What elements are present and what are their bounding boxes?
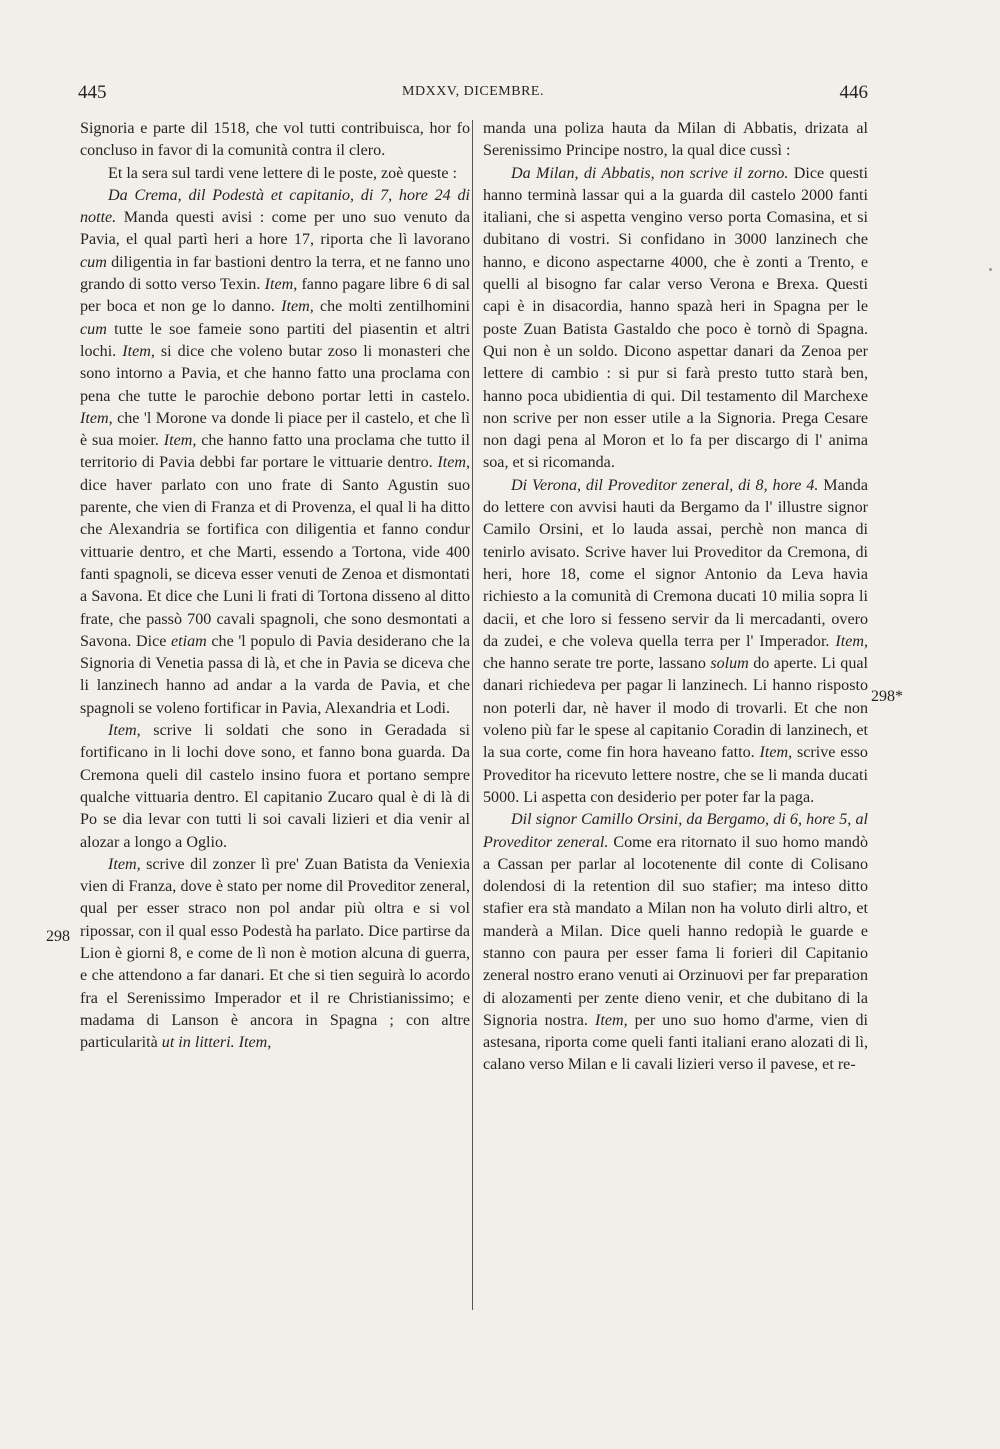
left-column (80, 118, 470, 1054)
italic-term: Item, (238, 1034, 272, 1052)
letter-heading: Da Milan, di Abbatis, non scrive il zorno. (511, 164, 789, 182)
text: diligentia in far bastioni dentro la terra, et ne fanno uno grando di sotto verso Texin. (80, 253, 470, 294)
text: per uno suo homo d'arme, vien di astesana, riporta come queli fanti italiani erano alozati di lì, calano verso Milan e li cavali lizieri verso il pavese, et re- (483, 1011, 868, 1074)
paragraph (483, 118, 868, 163)
text: scrive esso Proveditor ha ricevuto lettere nostre, che se li manda ducati 5000. Li aspetta con desiderio per poter far la paga. (483, 744, 868, 806)
text: Come era ritornato il suo homo mandò a Cassan per parlar al locotenente dil conte di Colisano dolendosi di la retention dil suo stafier; ma inteso ditto stafier era stà mandato a Milan non ha voluto dirli altro, et manderà a Milan. Dice queli hanno redopià le guarde e stanno con paura per esser fama li forieri dil Capitanio zeneral nostro erano venuti ai Orzinuovi per far preparation di alozamenti per zente dieno venir, et che dubitano di la Signoria nostra. (483, 833, 868, 1029)
italic-term: Item, (264, 276, 298, 294)
italic-term: Item, (122, 342, 155, 360)
paragraph (483, 809, 868, 1077)
running-header (78, 82, 868, 108)
italic-term: cum (80, 253, 107, 271)
text: Et la sera sul tardi vene lettere di le poste, zoè queste : (108, 164, 458, 182)
text: scrive dil zonzer lì pre' Zuan Batista da Veniexia vien di Franza, dove è stato per nome dil Proveditor zeneral, qual per esser straco non pol andar più oltra e si vol ripossar, con il qual esso Podestà ha parlato. Dice partirse da Lion è giorni 8, e come de lì non è motion alcuna di guerra, e che attendono a far danari. Et che si tien seguirà lo acordo fra el Serenissimo Imperador et il re Christianissimo; e madama di Lanson è ancora in Spagna ; con altre particularità (80, 855, 470, 1052)
paragraph (483, 475, 868, 809)
margin-number-right: 298* (871, 688, 903, 705)
text: che hanno serate tre porte, lassano (483, 655, 711, 673)
text: Dice questi hanno terminà lassar qui a la guarda dil castelo 2000 fanti italiani, che si aspetta vengino verso porta Comasina, et si dubitano di vostri. Si confidano in 3000 lanzinech che hanno, e dicono aspectarne 4000, che è zonti a Trento, e quelli al bisogno far calar verso Verona e Brexa. Questi capi è in disacordia, hanno spazà heri in Spagna per le poste Zuan Batista Gastaldo che poco è tornò di Spagna. Qui non è un soldo. Dicono aspettar danari da Zenoa per lettere di cambio : si pur si farà presto tutto starà ben, hanno poca ubidientia di qui. Dil testamento dil Marchexe non scrive per non esser utile a la Signoria. Prega Cesare non dagi pena al Moron et lo fa per discargo di l' anima soa, et si ricomanda. (483, 164, 868, 472)
paragraph (80, 854, 470, 1055)
italic-term: Item, (281, 298, 314, 316)
text: Manda questi avisi : come per uno suo venuto da Pavia, el qual partì heri a hore 17, riporta che lì lavorano (80, 209, 470, 249)
text: che 'l Morone va donde li piace per il castelo, et che lì è sua moier. (80, 409, 470, 450)
italic-term: etiam (171, 632, 207, 650)
text: che molti zentilhomini (313, 298, 470, 316)
italic-term: Item, (759, 744, 793, 762)
paragraph (80, 185, 470, 720)
page-number-left: 445 (78, 82, 107, 103)
paragraph (80, 118, 470, 163)
italic-term: Item, (108, 722, 141, 740)
paper-speck (989, 268, 992, 271)
italic-term: Item, (594, 1011, 628, 1029)
text: dice haver parlato con uno frate di Santo Agustin suo parente, che vien di Franza et di Provenza, el qual li ha ditto che Alexandria se fortifica con diligentia et fanno condur vittuarie dentro, et che Marti, essendo a Tortona, vide 400 fanti spagnoli, se diceva esser venuti de Zenoa et dismontati a Savona. Et dice che Luni li frati di Tortona disseno al ditto frate, che passò 700 cavali spagnoli, che sono desmontati a Savona. Dice (80, 476, 470, 650)
paragraph (80, 163, 470, 185)
italic-term: ut in litteri. (161, 1034, 235, 1052)
right-column (483, 118, 868, 1077)
text: si dice che voleno butar zoso li monasteri che sono intorno a Pavia, et che hanno fatto una proclama con pena che tutte le parochie debono portar letti in castelo. (80, 342, 470, 405)
text: fanno pagare libre 6 di sal per boca et non ge lo danno. (80, 276, 470, 316)
page-number-right: 446 (839, 82, 868, 103)
text: Signoria e parte dil 1518, che vol tutti contribuisca, hor fo concluso in favor di la comunità contra il clero. (80, 120, 470, 160)
text: do aperte. Li qual danari richiedeva per pagar li lanzinech. Li hanno risposto non poterli dar, nè haver il modo di trovarli. Et che non voleno più far le spese al capitanio Coradin di lanzinech, et la sua corte, come fin hora haveano fatto. (483, 655, 868, 762)
italic-term: solum (710, 655, 749, 673)
letter-heading: Dil signor Camillo Orsini, da Bergamo, di 6, hore 5, al Proveditor zeneral. (483, 811, 868, 851)
text: scrive li soldati che sono in Geradada si fortificano in li lochi dove sono, et fanno bona guarda. Da Cremona queli dil castelo insino fuora et portano sempre qualche vittuaria dentro. El capitanio Zucaro qual è di là di Po se dia levar con tutti li soi cavali lizieri et dia venir al alozar a longo a Oglio. (80, 722, 470, 851)
column-divider (472, 120, 473, 1310)
text: manda una poliza hauta da Milan di Abbatis, drizata al Serenissimo Principe nostro, la qual dice cussì : (483, 120, 868, 160)
running-title: MDXXV, DICEMBRE. (402, 84, 544, 99)
paragraph (80, 720, 470, 854)
margin-number-left: 298 (46, 928, 70, 945)
letter-heading: Di Verona, dil Proveditor zeneral, di 8, hore 4. (511, 476, 819, 494)
italic-term: cum (80, 320, 107, 338)
text: che 'l populo di Pavia desiderano che la Signoria di Venetia passa di là, et che in Pavia se diceva che li lanzinech hanno ad andar a la varda de Pavia, et che spagnoli se voleno fortificar in Pavia, Alexandria et Lodi. (80, 632, 471, 717)
text: Manda do lettere con avvisi hauti da Bergamo da l' illustre signor Camilo Orsini, et lo lauda assai, perchè non manca di tenirlo avisato. Scrive haver lui Proveditor da Cremona, di heri, hore 18, come el signor Antonio da Leva havia richiesto a la comunità di Cremona ducati 10 milia sopra li dacii, et che loro si fesseno servir da li mercadanti, overo da zudei, e che voleva quella terra per l' Imperador. (483, 476, 868, 650)
text: tutte le soe fameie sono partiti del piasentin et altri lochi. (80, 320, 470, 360)
italic-term: Item, (163, 432, 197, 450)
italic-term: Item, (835, 632, 868, 650)
paragraph (483, 163, 868, 475)
italic-term: Item, (437, 454, 470, 472)
text: che hanno fatto una proclama che tutto il territorio di Pavia debbi far portare le vittuarie dentro. (80, 432, 470, 472)
italic-term: Item, (80, 409, 113, 427)
italic-term: Item, (108, 855, 141, 873)
letter-heading: Da Crema, dil Podestà et capitanio, di 7, hore 24 di notte. (80, 186, 470, 227)
